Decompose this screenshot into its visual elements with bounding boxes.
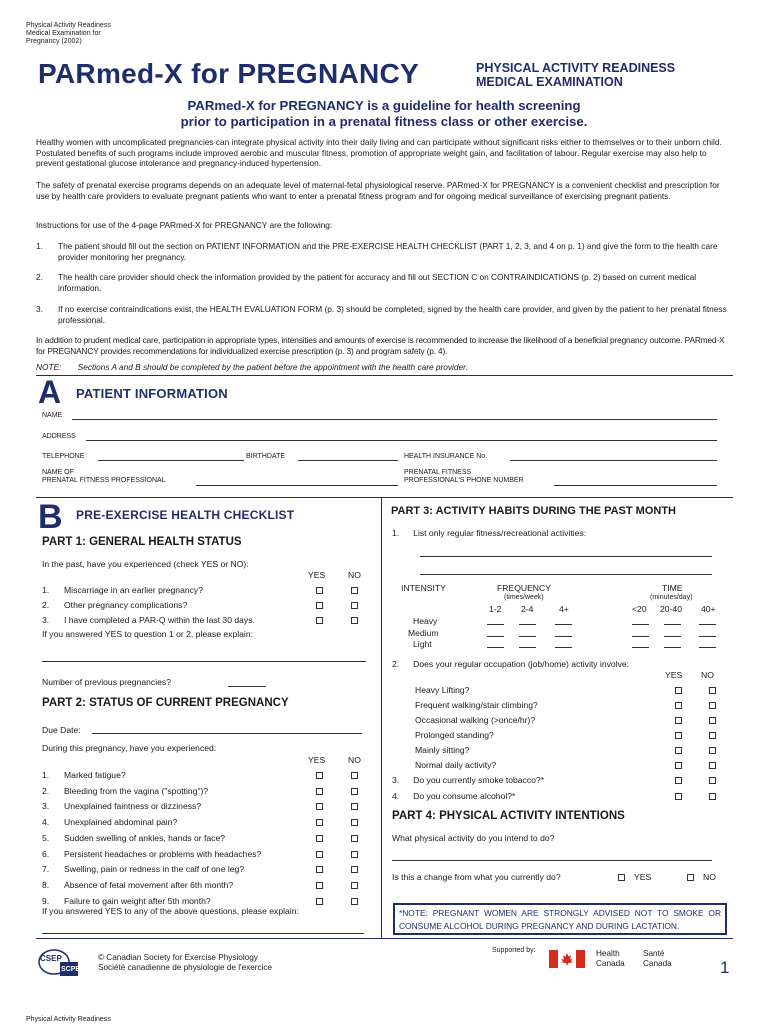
health-insurance-field[interactable] — [510, 460, 717, 461]
intensity-blank[interactable] — [519, 636, 536, 637]
section-b-rule — [36, 497, 733, 498]
part1-item-number: 1. — [42, 585, 50, 595]
item-text: The patient should fill out the section on PATIENT INFORMATION and the PRE-EXERCISE HEALTH CHECKLIST (PART 1, 2, 3, and 4 on p. 1) and give the form to the health care provider monitoring her pregnancy. — [58, 241, 718, 262]
part1-yes-checkbox[interactable] — [316, 587, 323, 594]
alcohol-smoking-note: *NOTE: PREGNANT WOMEN ARE STRONGLY ADVISED NOT TO SMOKE OR CONSUME ALCOHOL DURING PREGNANCY AND DURING LACTATION. — [393, 903, 727, 935]
part2-no-checkbox[interactable] — [351, 835, 358, 842]
part2-item-text: Sudden swelling of ankles, hands or face? — [64, 832, 225, 843]
part3-q1: 1. List only regular fitness/recreational activities: — [392, 528, 587, 538]
bottom-note: Physical Activity Readiness — [26, 1016, 111, 1023]
intensity-label: Heavy — [413, 616, 438, 626]
intensity-blank[interactable] — [519, 647, 536, 648]
part2-no-checkbox[interactable] — [351, 882, 358, 889]
intensity-blank[interactable] — [632, 636, 649, 637]
flag-graphic — [549, 950, 585, 968]
part2-item-text: Unexplained faintness or dizziness? — [64, 801, 202, 812]
label-line: PRENATAL FITNESS PROFESSIONAL — [42, 477, 166, 484]
intensity-blank[interactable] — [555, 624, 572, 625]
yes-header: YES — [308, 570, 326, 580]
occupation-no-checkbox[interactable] — [709, 732, 716, 739]
label-line: PRENATAL FITNESS — [404, 469, 472, 476]
no-header: NO — [348, 570, 361, 580]
intro-paragraph-1: Healthy women with uncomplicated pregnancies can integrate physical activity into their daily living and can participate without significant risks either to themselves or to their unborn child. Postulated benefits of such programs include improved aerobic and muscular fitness, promotion of appropriate weight gain, and facilitation of labour. Regular exercise may also help to prevent gestational glucose intolerance and pregnancy-induced hypertension. — [36, 137, 722, 169]
part4-title: PART 4: PHYSICAL ACTIVITY INTENTIONS — [392, 810, 625, 822]
due-date-field[interactable] — [92, 733, 362, 734]
freq-col: 1-2 — [489, 604, 502, 614]
part2-item-number: 4. — [42, 817, 50, 828]
change-yes-checkbox[interactable] — [618, 874, 625, 881]
section-b-letter: B — [38, 498, 63, 536]
column-divider — [381, 497, 382, 939]
section-a-rule — [36, 375, 733, 376]
part2-no-checkbox[interactable] — [351, 819, 358, 826]
supported-by: Supported by: — [492, 947, 536, 954]
part1-title: PART 1: GENERAL HEALTH STATUS — [42, 536, 242, 548]
name-field[interactable] — [72, 419, 717, 420]
sante-canada — [643, 949, 672, 969]
intensity-blank[interactable] — [699, 624, 716, 625]
intensity-blank[interactable] — [664, 624, 681, 625]
label-line: NAME OF — [42, 469, 74, 476]
part2-yes-checkbox[interactable] — [316, 851, 323, 858]
part2-yes-checkbox[interactable] — [316, 866, 323, 873]
part2-item-text: Swelling, pain or redness in the calf of one leg? — [64, 864, 245, 875]
part2-item-text: Marked fatigue? — [64, 770, 126, 780]
part1-no-checkbox[interactable] — [351, 602, 358, 609]
intensity-blank[interactable] — [487, 647, 504, 648]
occupation-yes-checkbox[interactable] — [675, 687, 682, 694]
intro-paragraph-3: Instructions for use of the 4-page PARmed-X for PREGNANCY are the following: — [36, 220, 333, 230]
part2-no-checkbox[interactable] — [351, 866, 358, 873]
intensity-blank[interactable] — [664, 636, 681, 637]
occupation-no-checkbox[interactable] — [709, 762, 716, 769]
part1-yes-checkbox[interactable] — [316, 602, 323, 609]
section-a-letter: A — [38, 374, 62, 410]
intensity-blank[interactable] — [487, 624, 504, 625]
name-label: NAME — [42, 412, 63, 419]
part4-question: What physical activity do you intend to do? — [392, 833, 555, 843]
note-text: Sections A and B should be completed by the patient before the appointment with the health care provider. — [77, 362, 468, 372]
part2-intro: During this pregnancy, have you experienced: — [42, 743, 217, 753]
telephone-field[interactable] — [98, 460, 244, 461]
intensity-blank[interactable] — [632, 624, 649, 625]
part2-no-checkbox[interactable] — [351, 788, 358, 795]
intensity-blank[interactable] — [555, 636, 572, 637]
occupation-no-checkbox[interactable] — [709, 747, 716, 754]
part1-no-checkbox[interactable] — [351, 617, 358, 624]
intensity-header: INTENSITY — [401, 583, 446, 593]
change-yes-label: YES — [634, 872, 652, 882]
q2-text: Does your regular occupation (job/home) activity involve: — [413, 659, 630, 669]
part2-explain: If you answered YES to any of the above questions, please explain: — [42, 906, 299, 916]
occupation-yes-checkbox[interactable] — [675, 732, 682, 739]
intensity-blank[interactable] — [555, 647, 572, 648]
health-canada — [596, 949, 625, 969]
canada-line: Canada — [596, 959, 625, 968]
occupation-item-text: Heavy Lifting? — [415, 685, 470, 695]
instruction-item — [36, 241, 734, 262]
top-note-line: Pregnancy (2002) — [26, 38, 82, 45]
copyright-line: Société canadienne de physiologie de l'exercice — [98, 963, 273, 972]
minutes-day: (minutes/day) — [650, 594, 693, 601]
occupation-item-text: Frequent walking/stair climbing? — [415, 700, 538, 710]
page-subtitle — [476, 61, 675, 89]
part1-intro: In the past, have you experienced (check YES or NO): — [42, 559, 249, 569]
section-b-bottom-rule — [36, 938, 733, 939]
address-label: ADDRESS — [42, 433, 76, 440]
page-title: PARmed-X for PREGNANCY — [38, 58, 420, 89]
section-a-title: PATIENT INFORMATION — [76, 386, 228, 401]
occupation-item-text: Prolonged standing? — [415, 730, 494, 740]
occupation-yes-checkbox[interactable] — [675, 717, 682, 724]
part3-title: PART 3: ACTIVITY HABITS DURING THE PAST MONTH — [391, 505, 676, 517]
intensity-label: Light — [413, 639, 432, 649]
intensity-label: Medium — [408, 627, 439, 638]
occupation-yes-checkbox[interactable] — [675, 747, 682, 754]
frequency-header: FREQUENCY — [497, 583, 551, 593]
time-col: 20-40 — [660, 604, 682, 614]
logo-text-top: CSEP — [40, 954, 62, 963]
part2-item-number: 2. — [42, 785, 50, 796]
occupation-yes-checkbox[interactable] — [675, 762, 682, 769]
part2-no-checkbox[interactable] — [351, 898, 358, 905]
part2-yes-checkbox[interactable] — [316, 772, 323, 779]
part2-title: PART 2: STATUS OF CURRENT PREGNANCY — [42, 697, 289, 709]
intensity-blank[interactable] — [632, 647, 649, 648]
part2-item-number: 1. — [42, 770, 50, 780]
csep-logo-graphic — [38, 948, 80, 978]
q4-no-checkbox[interactable] — [709, 793, 716, 800]
part1-item-text: I have completed a PAR-Q within the last 30 days. — [64, 615, 255, 625]
part2-item-number: 3. — [42, 801, 50, 812]
time-col: 40+ — [701, 604, 716, 614]
canada-flag-icon — [549, 950, 585, 968]
part2-yes-checkbox[interactable] — [316, 898, 323, 905]
occupation-no-checkbox[interactable] — [709, 717, 716, 724]
part2-item-text: Bleeding from the vagina ("spotting")? — [64, 785, 209, 796]
occupation-no-checkbox[interactable] — [709, 687, 716, 694]
freq-col: 4+ — [559, 604, 569, 614]
yes-header: YES — [308, 755, 326, 765]
intro-paragraph-2: The safety of prenatal exercise programs depends on an adequate level of maternal-fetal physiological reserve. PARmed-X for PREGNANCY is a convenient checklist and prescription for use by health care providers to evaluate pregnant patients who want to enter a prenatal fitness program and for ongoing medical surveillance of exercising pregnant patients. — [36, 180, 720, 201]
label-line: PROFESSIONAL'S PHONE NUMBER — [404, 477, 524, 484]
instruction-item — [36, 272, 734, 293]
part1-item-text: Miscarriage in an earlier pregnancy? — [64, 585, 204, 595]
q1-text: List only regular fitness/recreational activities: — [413, 528, 587, 538]
activity-field-1[interactable] — [420, 556, 712, 557]
part2-no-checkbox[interactable] — [351, 851, 358, 858]
item-number: 3. — [36, 304, 43, 314]
item-number: 2. — [36, 272, 43, 282]
birthdate-field[interactable] — [298, 460, 398, 461]
times-week: (times/week) — [504, 594, 544, 601]
top-note-line: Medical Examination for — [26, 30, 101, 37]
top-note-line: Physical Activity Readiness — [26, 22, 111, 29]
part3-q2: 2. Does your regular occupation (job/home) activity involve: — [392, 659, 630, 669]
part1-item-number: 2. — [42, 600, 50, 610]
activity-field-2[interactable] — [420, 574, 712, 575]
telephone-label: TELEPHONE — [42, 453, 85, 460]
part2-item-text: Persistent headaches or problems with headaches? — [64, 848, 262, 859]
part2-yes-checkbox[interactable] — [316, 803, 323, 810]
copyright — [98, 953, 272, 973]
part1-no-checkbox[interactable] — [351, 587, 358, 594]
health-line: Health — [596, 949, 620, 958]
part2-item-number: 8. — [42, 879, 50, 890]
occupation-yes-checkbox[interactable] — [675, 702, 682, 709]
intensity-blank[interactable] — [487, 636, 504, 637]
part2-no-checkbox[interactable] — [351, 772, 358, 779]
intensity-blank[interactable] — [699, 636, 716, 637]
birthdate-label: BIRTHDATE — [246, 453, 286, 460]
part2-yes-checkbox[interactable] — [316, 835, 323, 842]
csep-logo — [38, 948, 80, 978]
no-header: NO — [348, 755, 361, 765]
instruction-item — [36, 304, 734, 325]
part1-explain: If you answered YES to question 1 or 2, please explain: — [42, 629, 253, 639]
part4-change: Is this a change from what you currently do? — [392, 872, 561, 882]
part2-item-number: 7. — [42, 864, 50, 875]
tagline-line: PARmed-X for PREGNANCY is a guideline for health screening — [187, 98, 581, 113]
top-note — [26, 22, 111, 46]
part4-intent-field[interactable] — [392, 860, 712, 861]
part2-item-text: Unexplained abdominal pain? — [64, 817, 178, 828]
item-text: The health care provider should check the information provided by the patient for accuracy and fill out SECTION C on CONTRAINDICATIONS (p. 2) based on current medical information. — [58, 272, 697, 293]
section-b-title: PRE-EXERCISE HEALTH CHECKLIST — [76, 508, 295, 522]
pfp-name-label — [42, 469, 166, 485]
health-insurance-label: HEALTH INSURANCE No. — [404, 453, 488, 460]
occupation-no-checkbox[interactable] — [709, 702, 716, 709]
part2-item-number: 5. — [42, 832, 50, 843]
part2-item-text: Absence of fetal movement after 6th month? — [64, 879, 234, 890]
address-field[interactable] — [86, 440, 717, 441]
change-no-checkbox[interactable] — [687, 874, 694, 881]
q3-yes-checkbox[interactable] — [675, 777, 682, 784]
pfp-phone-label — [404, 469, 524, 485]
no-header: NO — [701, 670, 714, 680]
part2-item-number: 6. — [42, 848, 50, 859]
intro-note — [36, 362, 468, 373]
occupation-item-text: Mainly sitting? — [415, 745, 470, 755]
part2-explain-field[interactable] — [42, 933, 364, 934]
logo-text-bottom: SCPE — [61, 966, 81, 973]
tagline-line: prior to participation in a prenatal fitness class or other exercise. — [180, 114, 588, 129]
q4-text: Do you consume alcohol?* — [413, 791, 516, 801]
time-col: <20 — [632, 604, 647, 614]
part2-yes-checkbox[interactable] — [316, 819, 323, 826]
part1-yes-checkbox[interactable] — [316, 617, 323, 624]
occupation-item-text: Normal daily activity? — [415, 760, 497, 770]
intensity-blank[interactable] — [519, 624, 536, 625]
prev-pregnancies-field[interactable] — [228, 686, 266, 687]
occupation-item-text: Occasional walking (>once/hr)? — [415, 715, 536, 725]
part2-item-number: 9. — [42, 895, 50, 906]
part1-item-number: 3. — [42, 615, 50, 625]
freq-col: 2-4 — [521, 604, 534, 614]
copyright-line: © Canadian Society for Exercise Physiology — [98, 953, 258, 962]
part1-item-text: Other pregnancy complications? — [64, 600, 188, 610]
q4-row: 4. Do you consume alcohol?* — [392, 791, 516, 801]
q3-no-checkbox[interactable] — [709, 777, 716, 784]
q3-text: Do you currently smoke tobacco?* — [413, 775, 545, 785]
subtitle-line: PHYSICAL ACTIVITY READINESS — [476, 61, 676, 75]
yes-header: YES — [665, 670, 683, 680]
q3-row: 3. Do you currently smoke tobacco?* — [392, 775, 545, 785]
part2-item-text: Failure to gain weight after 5th month? — [64, 895, 211, 906]
intensity-blank[interactable] — [664, 647, 681, 648]
sante-line: Santé — [643, 949, 665, 958]
intensity-blank[interactable] — [699, 647, 716, 648]
canada-fr-line: Canada — [643, 959, 672, 968]
intro-paragraph-4: In addition to prudent medical care, participation in appropriate types, intensities and amounts of exercise is recommended to increase the likelihood of a beneficial pregnancy outcome. PARmed-X for PREGNANCY provides recommendations for individualized exercise prescription (p. 3) and program safety (p. 4). — [36, 335, 725, 356]
item-text: If no exercise contraindications exist, the HEALTH EVALUATION FORM (p. 3) should be completed, signed by the health care provider, and given by the patient to her prenatal fitness professional. — [58, 304, 727, 325]
due-date-label: Due Date: — [42, 725, 81, 735]
part2-no-checkbox[interactable] — [351, 803, 358, 810]
q4-yes-checkbox[interactable] — [675, 793, 682, 800]
time-header: TIME — [662, 583, 683, 593]
note-label: NOTE: — [36, 362, 62, 372]
page-number: 1 — [720, 958, 730, 977]
tagline — [0, 98, 768, 130]
item-number: 1. — [36, 241, 43, 251]
pfp-name-field[interactable] — [196, 485, 398, 486]
change-no-label: NO — [703, 872, 716, 882]
part2-yes-checkbox[interactable] — [316, 882, 323, 889]
pfp-phone-field[interactable] — [554, 485, 717, 486]
part1-explain-field[interactable] — [42, 661, 366, 662]
prev-pregnancies-label: Number of previous pregnancies? — [42, 677, 171, 687]
part2-yes-checkbox[interactable] — [316, 788, 323, 795]
subtitle-line: MEDICAL EXAMINATION — [476, 75, 623, 89]
